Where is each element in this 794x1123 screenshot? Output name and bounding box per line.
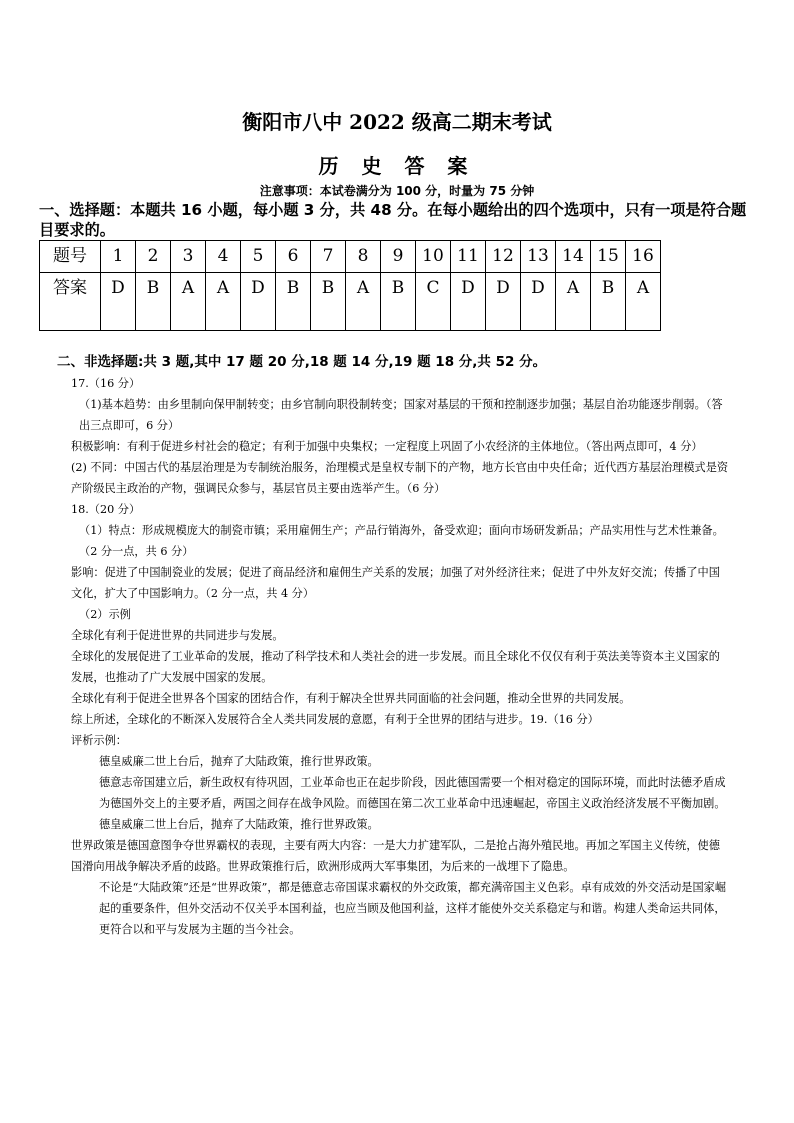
q19-paragraph: 世界政策是德国意图争夺世界霸权的表现，主要有两大内容：一是大力扩建军队，二是抢占海外殖民地。再加之军国主义传统，使德国滑向用战争解决矛盾的歧路。世界政策推行后，欧洲形成两大军事集团，为后来的一战埋下了隐患。: [71, 839, 720, 873]
q19-paragraph: 不论是“大陆政策”还是“世界政策”，都是德意志帝国谋求霸权的外交政策，都充满帝国主义色彩。卓有成效的外交活动是国家崛起的重要条件，但外交活动不仅关乎本国利益，也应当顾及他国利益，这样才能使外交关系稳定与和谐。构建人类命运共同体，更符合以和平与发展为主题的当今社会。: [99, 881, 727, 936]
answer-cell: D: [241, 273, 276, 331]
q18-paragraph: 影响：促进了中国制瓷业的发展；促进了商品经济和雇佣生产关系的发展；加强了对外经济往来；促进了中外友好交流；传播了中国文化，扩大了中国影响力。（2 分一点，共 4 分）: [71, 566, 720, 600]
answer-cell: B: [276, 273, 311, 331]
q18-paragraph: 综上所述，全球化的不断深入发展符合全人类共同发展的意愿，有利于全世界的团结与进步。19.（16 分）: [71, 713, 599, 726]
answer-table-number-row: [40, 241, 661, 273]
answer-cell: D: [451, 273, 486, 331]
answer-cell: D: [101, 273, 136, 331]
answer-table-answer-row: [40, 273, 661, 331]
row-label-answer: 答案: [40, 273, 101, 331]
answer-body: [71, 373, 731, 940]
answer-cell: A: [626, 273, 661, 331]
q18-paragraph: 全球化有利于促进全世界各个国家的团结合作，有利于解决全世界共同面临的社会问题，推动全世界的共同发展。: [71, 692, 631, 705]
q18-heading: 18.（20 分）: [71, 503, 141, 516]
section1-heading: 一、选择题：本题共 16 小题，每小题 3 分，共 48 分。在每小题给出的四个选项中，只有一项是符合题目要求的。: [39, 201, 747, 239]
q17-heading: 17.（16 分）: [71, 377, 141, 390]
answer-cell: A: [556, 273, 591, 331]
q19-paragraph: 德意志帝国建立后，新生政权有待巩固，工业革命也正在起步阶段，因此德国需要一个相对稳定的国际环境，而此时法德矛盾成为德国外交上的主要矛盾，两国之间存在战争风险。而德国在第二次工业革命中迅速崛起，帝国主义政治经济发展不平衡加剧。德皇威廉二世上台后，抛弃了大陆政策，推行世界政策。: [99, 776, 726, 831]
question-number: 15: [591, 241, 626, 273]
q17-paragraph: 积极影响：有利于促进乡村社会的稳定；有利于加强中央集权；一定程度上巩固了小农经济的主体地位。（答出两点即可，4 分）: [71, 440, 703, 453]
q17-paragraph: （1)基本趋势：由乡里制向保甲制转变；由乡官制向职役制转变；国家对基层的干预和控制逐步加强；基层自治功能逐步削弱。（答出三点即可，6 分）: [79, 398, 723, 432]
section2-heading: 二、非选择题:共 3 题,其中 17 题 20 分,18 题 14 分,19 题 18 分,共 52 分。: [57, 354, 547, 370]
question-number: 3: [171, 241, 206, 273]
answer-cell: A: [206, 273, 241, 331]
q18-paragraph: 评析示例：: [71, 734, 127, 747]
answer-cell: B: [311, 273, 346, 331]
row-label-number: 题号: [40, 241, 101, 273]
answer-cell: B: [136, 273, 171, 331]
answer-cell: D: [521, 273, 556, 331]
answer-cell: A: [171, 273, 206, 331]
q18-paragraph: 全球化有利于促进世界的共同进步与发展。: [71, 629, 284, 642]
question-number: 4: [206, 241, 241, 273]
question-number: 11: [451, 241, 486, 273]
question-number: 5: [241, 241, 276, 273]
question-number: 12: [486, 241, 521, 273]
question-number: 1: [101, 241, 136, 273]
q18-paragraph: 全球化的发展促进了工业革命的发展，推动了科学技术和人类社会的进一步发展。而且全球化不仅仅有利于英法美等资本主义国家的发展，也推动了广大发展中国家的发展。: [71, 650, 720, 684]
question-number: 14: [556, 241, 591, 273]
answer-cell: B: [381, 273, 416, 331]
exam-title: 衡阳市八中 2022 级高二期末考试: [242, 110, 552, 134]
q19-paragraph: 德皇威廉二世上台后，抛弃了大陆政策，推行世界政策。: [99, 755, 379, 768]
exam-notice: 注意事项：本试卷满分为 100 分，时量为 75 分钟: [259, 184, 535, 198]
question-number: 6: [276, 241, 311, 273]
answer-cell: B: [591, 273, 626, 331]
answer-cell: D: [486, 273, 521, 331]
answer-table: [39, 240, 661, 331]
question-number: 10: [416, 241, 451, 273]
q18-paragraph: （2）示例: [79, 608, 131, 621]
question-number: 7: [311, 241, 346, 273]
question-number: 9: [381, 241, 416, 273]
q17-paragraph: (2) 不同：中国古代的基层治理是为专制统治服务，治理模式是皇权专制下的产物，地方长官由中央任命；近代西方基层治理模式是资产阶级民主政治的产物，强调民众参与，基层官员主要由选举产生。（6 分）: [71, 461, 729, 495]
subject-title: 历 史 答 案: [318, 154, 476, 178]
question-number: 8: [346, 241, 381, 273]
answer-cell: A: [346, 273, 381, 331]
question-number: 2: [136, 241, 171, 273]
question-number: 13: [521, 241, 556, 273]
question-number: 16: [626, 241, 661, 273]
answer-cell: C: [416, 273, 451, 331]
q18-paragraph: （1）特点：形成规模庞大的制瓷市镇；采用雇佣生产；产品行销海外，备受欢迎；面向市场研发新品；产品实用性与艺术性兼备。（2 分一点，共 6 分）: [79, 524, 724, 558]
